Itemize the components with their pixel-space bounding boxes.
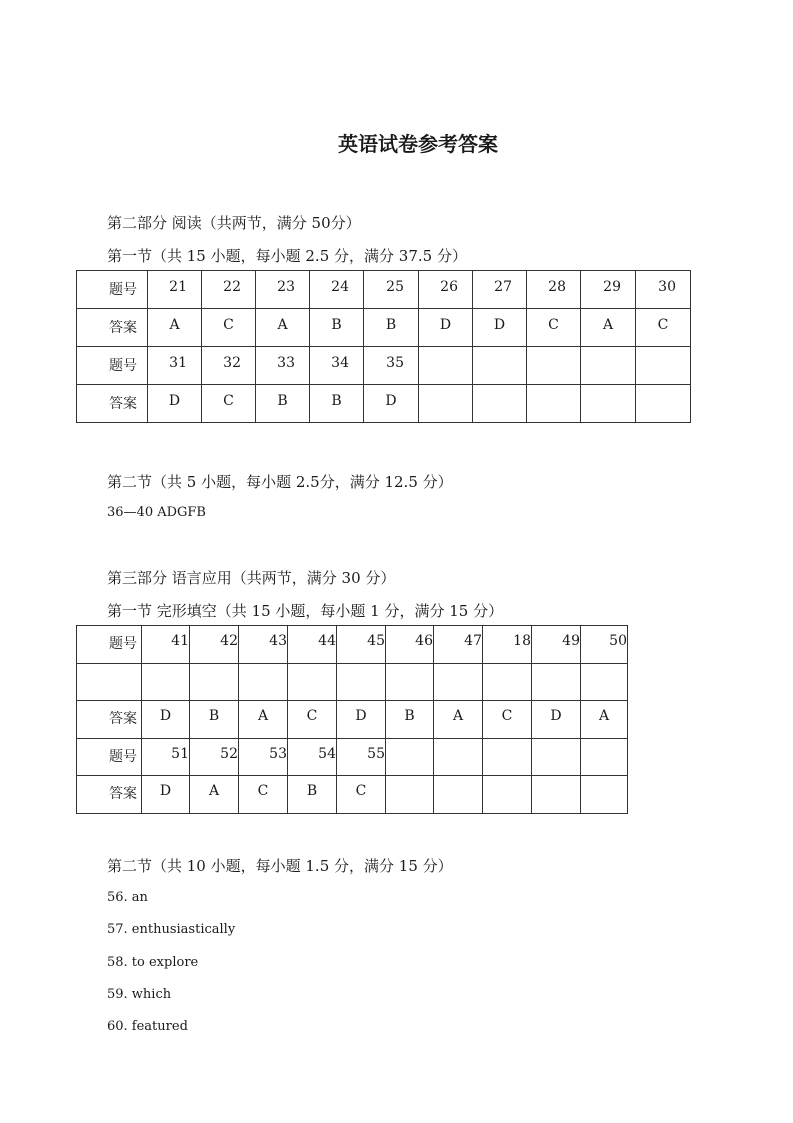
table-cell: 32: [202, 347, 256, 385]
table-cell: [483, 776, 532, 814]
table-cell: [142, 663, 190, 701]
table-cell: 30: [636, 271, 691, 309]
table-row: [77, 701, 628, 739]
table-row: [77, 385, 691, 423]
row-label: 答案: [77, 385, 148, 423]
table-cell: B: [310, 309, 364, 347]
reading-table-body: [77, 271, 691, 423]
row-label: 题号: [77, 738, 142, 776]
table-cell: C: [288, 701, 337, 739]
cloze-answer-table: [76, 625, 628, 814]
table-cell: A: [581, 701, 628, 739]
table-cell: 22: [202, 271, 256, 309]
table-cell: [337, 663, 386, 701]
part3-section1-heading: 第一节 完形填空（共 15 小题，每小题 1 分，满分 15 分）: [107, 602, 504, 620]
table-cell: [190, 663, 239, 701]
table-cell: [386, 776, 434, 814]
table-row: [77, 309, 691, 347]
answer-57: 57. enthusiastically: [107, 922, 236, 937]
part2-section2-answer: 36—40 ADGFB: [107, 505, 206, 520]
table-cell: [386, 663, 434, 701]
table-cell: 53: [239, 738, 288, 776]
table-row: [77, 347, 691, 385]
table-cell: C: [239, 776, 288, 814]
row-label: 答案: [77, 309, 148, 347]
table-cell: D: [142, 701, 190, 739]
table-cell: 44: [288, 626, 337, 664]
table-cell: [636, 385, 691, 423]
table-cell: B: [190, 701, 239, 739]
table-cell: 21: [148, 271, 202, 309]
table-cell: [532, 663, 581, 701]
table-cell: [532, 776, 581, 814]
table-cell: D: [337, 701, 386, 739]
table-cell: B: [256, 385, 310, 423]
table-cell: 29: [581, 271, 636, 309]
table-cell: B: [310, 385, 364, 423]
table-cell: [434, 776, 483, 814]
table-cell: 41: [142, 626, 190, 664]
table-cell: 46: [386, 626, 434, 664]
table-cell: 27: [473, 271, 527, 309]
table-cell: 49: [532, 626, 581, 664]
table-cell: 47: [434, 626, 483, 664]
table-cell: [386, 738, 434, 776]
table-row: [77, 271, 691, 309]
table-cell: C: [202, 309, 256, 347]
table-cell: 43: [239, 626, 288, 664]
table-cell: B: [364, 309, 419, 347]
table-cell: 33: [256, 347, 310, 385]
table-cell: A: [434, 701, 483, 739]
table-cell: [581, 776, 628, 814]
table-cell: 52: [190, 738, 239, 776]
table-cell: C: [636, 309, 691, 347]
table-row: [77, 663, 628, 701]
row-label: 题号: [77, 347, 148, 385]
table-cell: [473, 347, 527, 385]
table-cell: 45: [337, 626, 386, 664]
row-label: [77, 663, 142, 701]
table-row: [77, 626, 628, 664]
table-cell: 25: [364, 271, 419, 309]
table-row: [77, 738, 628, 776]
part3-heading: 第三部分 语言应用（共两节，满分 30 分）: [107, 569, 396, 587]
table-cell: C: [337, 776, 386, 814]
table-cell: B: [288, 776, 337, 814]
part2-section2-heading: 第二节（共 5 小题，每小题 2.5分，满分 12.5 分）: [107, 473, 453, 491]
table-cell: A: [256, 309, 310, 347]
table-cell: C: [202, 385, 256, 423]
row-label: 答案: [77, 701, 142, 739]
table-cell: 28: [527, 271, 581, 309]
page-title: 英语试卷参考答案: [338, 132, 498, 156]
table-cell: 34: [310, 347, 364, 385]
table-cell: A: [239, 701, 288, 739]
table-cell: [434, 738, 483, 776]
table-cell: [419, 347, 473, 385]
answer-59: 59. which: [107, 987, 172, 1002]
part2-heading: 第二部分 阅读（共两节，满分 50分）: [107, 214, 361, 232]
table-cell: [419, 385, 473, 423]
table-cell: A: [581, 309, 636, 347]
table-cell: C: [527, 309, 581, 347]
answer-56: 56. an: [107, 890, 148, 905]
table-cell: D: [419, 309, 473, 347]
reading-answer-table: [76, 270, 691, 423]
table-cell: D: [473, 309, 527, 347]
table-cell: 23: [256, 271, 310, 309]
table-cell: [581, 385, 636, 423]
table-cell: 35: [364, 347, 419, 385]
table-cell: 55: [337, 738, 386, 776]
table-cell: [483, 738, 532, 776]
table-cell: [239, 663, 288, 701]
table-cell: 51: [142, 738, 190, 776]
table-cell: 26: [419, 271, 473, 309]
table-cell: [581, 347, 636, 385]
table-cell: D: [364, 385, 419, 423]
table-cell: A: [148, 309, 202, 347]
table-cell: 42: [190, 626, 239, 664]
table-cell: A: [190, 776, 239, 814]
table-cell: [483, 663, 532, 701]
table-cell: [581, 663, 628, 701]
row-label: 题号: [77, 271, 148, 309]
row-label: 题号: [77, 626, 142, 664]
table-row: [77, 776, 628, 814]
table-cell: D: [142, 776, 190, 814]
part3-section2-heading: 第二节（共 10 小题，每小题 1.5 分，满分 15 分）: [107, 857, 453, 875]
row-label: 答案: [77, 776, 142, 814]
table-cell: 18: [483, 626, 532, 664]
answer-60: 60. featured: [107, 1019, 188, 1034]
table-cell: [636, 347, 691, 385]
table-cell: C: [483, 701, 532, 739]
answer-58: 58. to explore: [107, 955, 199, 970]
table-cell: [532, 738, 581, 776]
table-cell: 50: [581, 626, 628, 664]
table-cell: [527, 347, 581, 385]
table-cell: 31: [148, 347, 202, 385]
cloze-table-body: [77, 626, 628, 814]
table-cell: 24: [310, 271, 364, 309]
table-cell: [473, 385, 527, 423]
table-cell: B: [386, 701, 434, 739]
table-cell: [581, 738, 628, 776]
table-cell: [434, 663, 483, 701]
table-cell: 54: [288, 738, 337, 776]
table-cell: [288, 663, 337, 701]
part2-section1-heading: 第一节（共 15 小题，每小题 2.5 分，满分 37.5 分）: [107, 247, 467, 265]
table-cell: D: [532, 701, 581, 739]
table-cell: [527, 385, 581, 423]
table-cell: D: [148, 385, 202, 423]
